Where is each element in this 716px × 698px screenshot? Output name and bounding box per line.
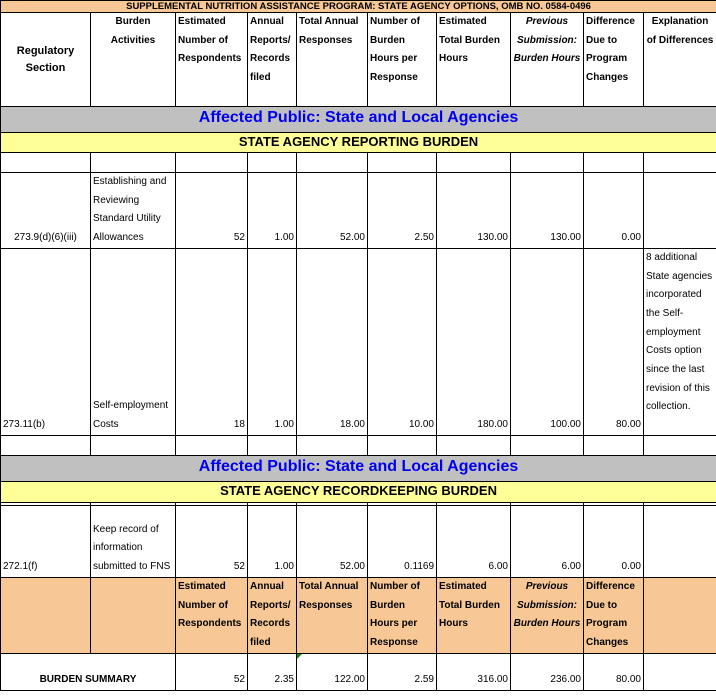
difference-cell: 0.00: [584, 505, 644, 577]
summary-header-previous: Previous Submission: Burden Hours: [511, 577, 584, 653]
annual-reports-cell: 1.00: [248, 248, 297, 435]
burden-type-row: [1, 133, 716, 153]
table-title: SUPPLEMENTAL NUTRITION ASSISTANCE PROGRAM: STATE AGENCY OPTIONS, OMB NO. 0584-0496: [1, 1, 716, 13]
summary-header-total-responses: Total Annual Responses: [297, 577, 368, 653]
regulatory-section-cell: 273.9(d)(6)(iii): [1, 173, 91, 249]
spacer-row: [1, 435, 716, 455]
regulatory-section-cell: 273.11(b): [1, 248, 91, 435]
summary-header-difference: Difference Due to Program Changes: [584, 577, 644, 653]
header-annual-reports: Annual Reports/ Records filed: [248, 13, 297, 107]
header-total-annual-responses: Total Annual Responses: [297, 13, 368, 107]
summary-row: [1, 653, 716, 690]
header-explanation: Explanation of Differences: [644, 13, 716, 107]
summary-hours-per-response: 2.59: [368, 653, 437, 690]
annual-reports-cell: 1.00: [248, 173, 297, 249]
burden-type-row: [1, 481, 716, 502]
explanation-cell: [644, 505, 716, 577]
total-responses-cell: 52.00: [297, 173, 368, 249]
table-row: [1, 173, 716, 249]
summary-label: BURDEN SUMMARY: [1, 653, 176, 690]
total-responses-cell: 52.00: [297, 505, 368, 577]
summary-total-hours: 316.00: [437, 653, 511, 690]
previous-cell: 130.00: [511, 173, 584, 249]
header-burden-activities: Burden Activities: [91, 13, 176, 107]
table-row: [1, 505, 716, 577]
summary-header-row: [1, 577, 716, 653]
summary-total-responses: 122.00: [297, 653, 368, 690]
regulatory-section-cell: 272.1(f): [1, 505, 91, 577]
previous-cell: 6.00: [511, 505, 584, 577]
activity-cell: Self-employment Costs: [91, 248, 176, 435]
header-hours-per-response: Number of Burden Hours per Response: [368, 13, 437, 107]
total-hours-cell: 6.00: [437, 505, 511, 577]
difference-cell: 80.00: [584, 248, 644, 435]
total-hours-cell: 180.00: [437, 248, 511, 435]
affected-public-row: [1, 455, 716, 481]
affected-public-label: Affected Public: State and Local Agencies: [1, 455, 716, 481]
activity-cell: Establishing and Reviewing Standard Utility Allowances: [91, 173, 176, 249]
header-estimated-total-burden: Estimated Total Burden Hours: [437, 13, 511, 107]
annual-reports-cell: 1.00: [248, 505, 297, 577]
hours-per-response-cell: 0.1169: [368, 505, 437, 577]
summary-respondents: 52: [176, 653, 248, 690]
burden-type-label: STATE AGENCY REPORTING BURDEN: [1, 133, 716, 153]
spacer-row: [1, 153, 716, 173]
affected-public-label: Affected Public: State and Local Agencies: [1, 107, 716, 133]
summary-header-annual-reports: Annual Reports/ Records filed: [248, 577, 297, 653]
table-row: [1, 248, 716, 435]
burden-type-label: STATE AGENCY RECORDKEEPING BURDEN: [1, 481, 716, 502]
affected-public-row: [1, 107, 716, 133]
summary-header-respondents: Estimated Number of Respondents: [176, 577, 248, 653]
difference-cell: 0.00: [584, 173, 644, 249]
header-estimated-respondents: Estimated Number of Respondents: [176, 13, 248, 107]
respondents-cell: 18: [176, 248, 248, 435]
explanation-cell: 8 additional State agencies incorporated the Self-employment Costs option since the last revision of this collection.: [644, 248, 716, 435]
explanation-cell: [644, 173, 716, 249]
hours-per-response-cell: 10.00: [368, 248, 437, 435]
summary-difference: 80.00: [584, 653, 644, 690]
header-previous-submission: Previous Submission: Burden Hours: [511, 13, 584, 107]
summary-annual-reports: 2.35: [248, 653, 297, 690]
previous-cell: 100.00: [511, 248, 584, 435]
hours-per-response-cell: 2.50: [368, 173, 437, 249]
header-row: [1, 13, 716, 107]
header-difference: Difference Due to Program Changes: [584, 13, 644, 107]
title-row: [1, 1, 716, 13]
total-responses-cell: 18.00: [297, 248, 368, 435]
total-hours-cell: 130.00: [437, 173, 511, 249]
header-regulatory-section: Regulatory Section: [1, 13, 91, 107]
respondents-cell: 52: [176, 173, 248, 249]
summary-header-hours-per-response: Number of Burden Hours per Response: [368, 577, 437, 653]
summary-header-total-burden: Estimated Total Burden Hours: [437, 577, 511, 653]
respondents-cell: 52: [176, 505, 248, 577]
activity-cell: Keep record of information submitted to FNS: [91, 505, 176, 577]
summary-previous: 236.00: [511, 653, 584, 690]
